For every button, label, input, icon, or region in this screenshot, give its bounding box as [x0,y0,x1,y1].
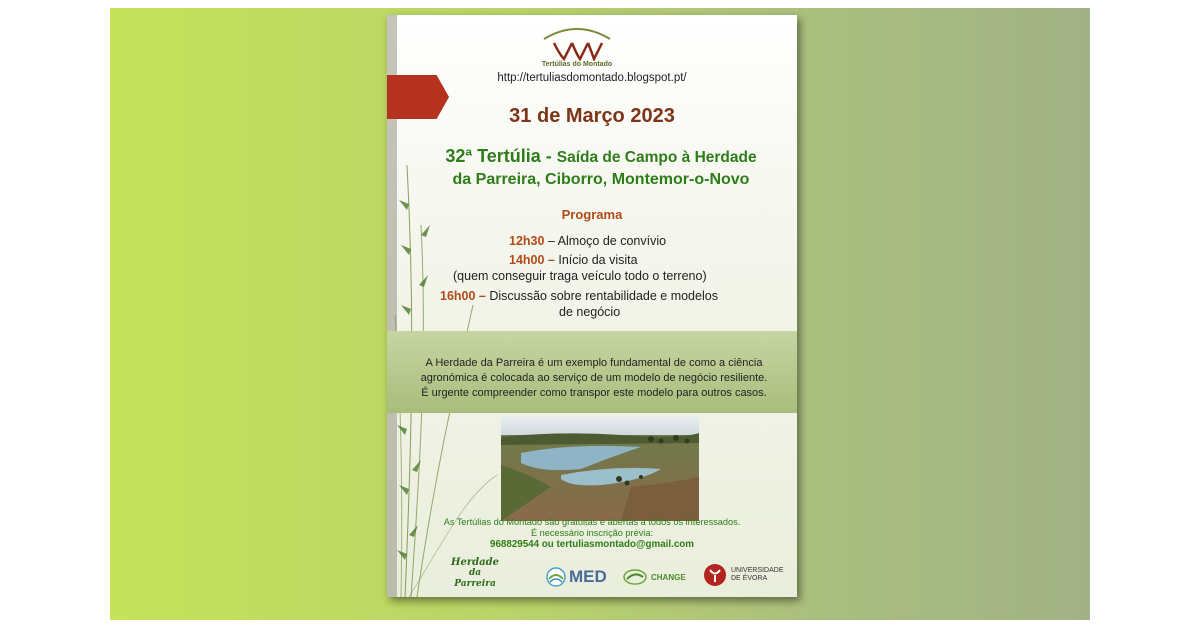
footer-info [387,517,797,550]
herdade-parreira-logo [447,557,503,590]
tree-logo-icon [542,25,612,61]
logo-caption: Tertúlias do Montado [541,61,613,68]
intro-line-3: É urgente compreender como transpor este modelo para outros casos. [421,387,767,399]
uevora-text-2: DE ÉVORA [731,575,768,582]
time-2: 14h00 – [509,253,559,267]
event-date: 31 de Março 2023 [509,105,675,127]
intro-line-1: A Herdade da Parreira é um exemplo fundamental de como a ciência [425,357,763,369]
uevora-logo [703,563,784,587]
activity-3: Discussão sobre rentabilidade e modelos [489,289,718,303]
intro-text [399,356,789,401]
time-3: 16h00 – [440,289,490,303]
intro-line-2: agronómica é colocada ao serviço de um modelo de negócio resiliente. [420,372,768,384]
uevora-text-1: UNIVERSIDADE [731,567,784,574]
tertulias-logo [537,25,617,77]
programa-heading: Programa [561,207,623,222]
med-circle-icon [545,567,567,587]
programa-item-2 [509,252,638,268]
time-1: 12h30 [509,234,545,248]
footer-line-1: As Tertúlias do Montado são gratuitas e abertas a todos os interessados. [443,517,741,527]
programa-item-3-cont: de negócio [559,305,621,319]
landscape-photo [501,417,699,521]
event-poster [387,15,797,597]
med-text: MED [569,567,607,586]
activity-1: Almoço de convívio [557,234,667,248]
programa-item-3 [440,288,718,304]
title-part2: Saída de Campo à Herdade [556,149,757,166]
herdade-text: Herdade [451,557,499,568]
footer-line-2: É necessário inscrição prévia: [530,528,654,538]
partner-logos [387,555,797,595]
med-logo [545,567,607,587]
change-logo [623,569,686,585]
programa-item-1 [509,233,666,249]
parreira-text: da Parreira [454,568,496,589]
activity-2: Início da visita [558,253,638,267]
title-part1: 32ª Tertúlia - [445,146,557,166]
change-leaf-icon [623,569,647,585]
sep-1: – [544,234,558,248]
title-line2: da Parreira, Ciborro, Montemor-o-Novo [452,171,750,188]
event-title [405,145,797,191]
programa-note-2: (quem conseguir traga veículo todo o terreno) [453,269,707,283]
landscape-photo-image [501,417,699,521]
uevora-emblem-icon [703,563,727,587]
change-text: CHANGE [651,572,686,582]
footer-contact[interactable]: 968829544 ou tertuliasmontado@gmail.com [490,539,694,550]
blog-url[interactable]: http://tertuliasdomontado.blogspot.pt/ [497,72,687,84]
